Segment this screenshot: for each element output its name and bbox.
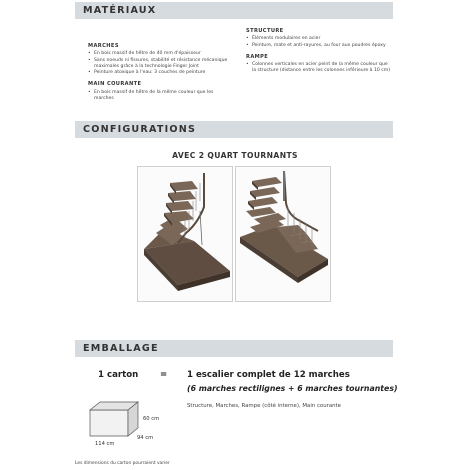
box-depth-label: 94 cm [137,435,154,441]
railing-list [246,62,392,75]
materials-left-column [88,43,228,107]
packaging-section-header [75,340,393,357]
package-detail: (6 marches rectilignes + 6 marches tournantes) [187,384,398,393]
package-summary: 1 escalier complet de 12 marches [187,370,350,380]
equals-sign: = [160,370,168,380]
materials-heading: MATÉRIAUX [83,5,157,16]
list-item: • En bois massif de hêtre de 40 mm d'épaisseur [88,51,228,57]
railing-title: RAMPE [246,53,269,60]
configurations-section-header [75,121,393,138]
configuration-subtitle: AVEC 2 QUART TOURNANTS [172,151,298,160]
configurations-heading: CONFIGURATIONS [83,124,197,135]
materials-section-header [75,2,393,19]
dimensions-footnote: Les dimensions du carton pourraient varier [75,461,170,466]
staircase-illustration-left [138,167,233,302]
materials-right-column [246,28,392,80]
list-item: • Peinture, mate et anti-rayures, au four aux poudres époxy [246,43,392,49]
staircase-illustration-right [236,167,331,302]
steps-list [88,51,228,76]
package-contents: Structure, Marches, Rampe (côté interne), Main courante [187,403,341,409]
staircase-render-right [235,166,331,302]
list-item: • Sans noeuds ni fissures, stabilité et résistance mécanique maximales grâce à la technologie Finger Joint [88,58,228,71]
list-item: • Peinture atoxique à l'eau: 3 couches de peinture [88,70,228,76]
staircase-render-left [137,166,233,302]
carton-quantity: 1 carton [98,370,139,380]
box-height-label: 60 cm [143,416,160,422]
list-item: • En bois massif de hêtre de la même couleur que les marches [88,90,228,103]
handrail-list [88,90,228,103]
packaging-heading: EMBALLAGE [83,343,159,354]
list-item: • Éléments modulaires en acier [246,36,392,42]
structure-title: STRUCTURE [246,28,284,34]
box-length-label: 114 cm [95,441,115,447]
list-item: • Colonnes verticales en acier peint de la même couleur que la structure (distance entre les colonnes inférieure à 10 cm) [246,62,392,75]
structure-list [246,36,392,49]
handrail-title: MAIN COURANTE [88,81,142,88]
steps-title: MARCHES [88,43,119,49]
carton-box-icon [84,396,144,440]
